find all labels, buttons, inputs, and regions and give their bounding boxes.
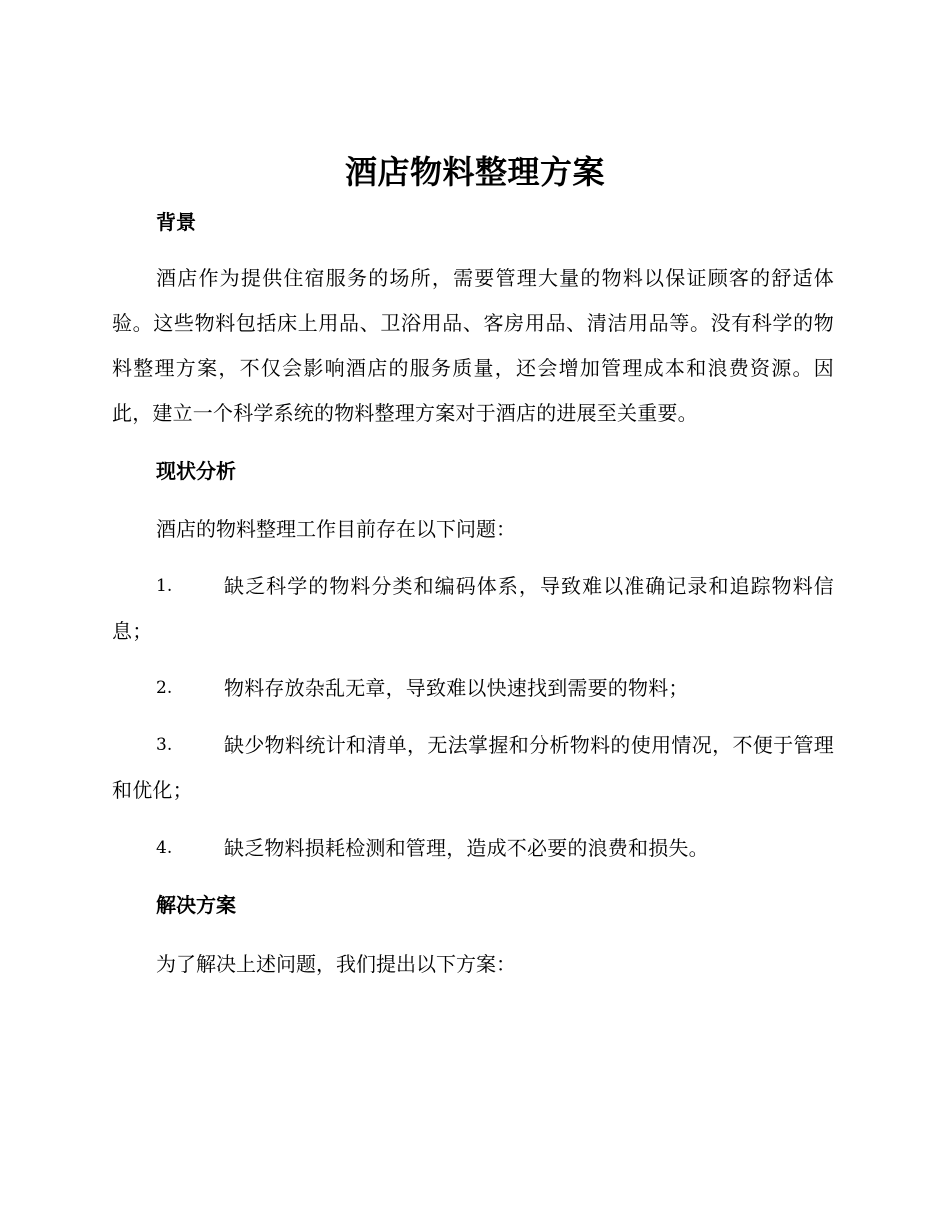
section-heading-background: 背景 <box>156 210 196 234</box>
background-paragraph: 酒店作为提供住宿服务的场所，需要管理大量的物料以保证顾客的舒适体验。这些物料包括床上用品、卫浴用品、客房用品、清洁用品等。没有科学的物料整理方案，不仅会影响酒店的服务质量，还会增加管理成本和浪费资源。因此，建立一个科学系统的物料整理方案对于酒店的进展至关重要。 <box>112 266 834 425</box>
list-item <box>112 826 834 871</box>
list-item-number: 1. <box>156 576 173 596</box>
list-item <box>112 666 834 711</box>
list-item <box>112 564 834 654</box>
list-item <box>112 723 834 813</box>
list-item-number: 4. <box>156 838 173 858</box>
list-item-number: 2. <box>156 678 173 698</box>
solution-intro: 为了解决上述问题，我们提出以下方案： <box>156 952 516 976</box>
section-heading-status: 现状分析 <box>156 459 236 483</box>
status-intro: 酒店的物料整理工作目前存在以下问题： <box>156 517 516 541</box>
list-item-text: 缺乏物料损耗检测和管理，造成不必要的浪费和损失。 <box>224 836 709 860</box>
section-heading-solution: 解决方案 <box>156 893 236 917</box>
list-item-text: 缺乏科学的物料分类和编码体系，导致难以准确记录和追踪物料信息； <box>112 574 834 643</box>
list-item-number: 3. <box>156 735 173 755</box>
list-item-text: 缺少物料统计和清单，无法掌握和分析物料的使用情况，不便于管理和优化； <box>112 733 834 802</box>
document-title: 酒店物料整理方案 <box>344 153 605 191</box>
list-item-text: 物料存放杂乱无章，导致难以快速找到需要的物料； <box>224 676 689 700</box>
